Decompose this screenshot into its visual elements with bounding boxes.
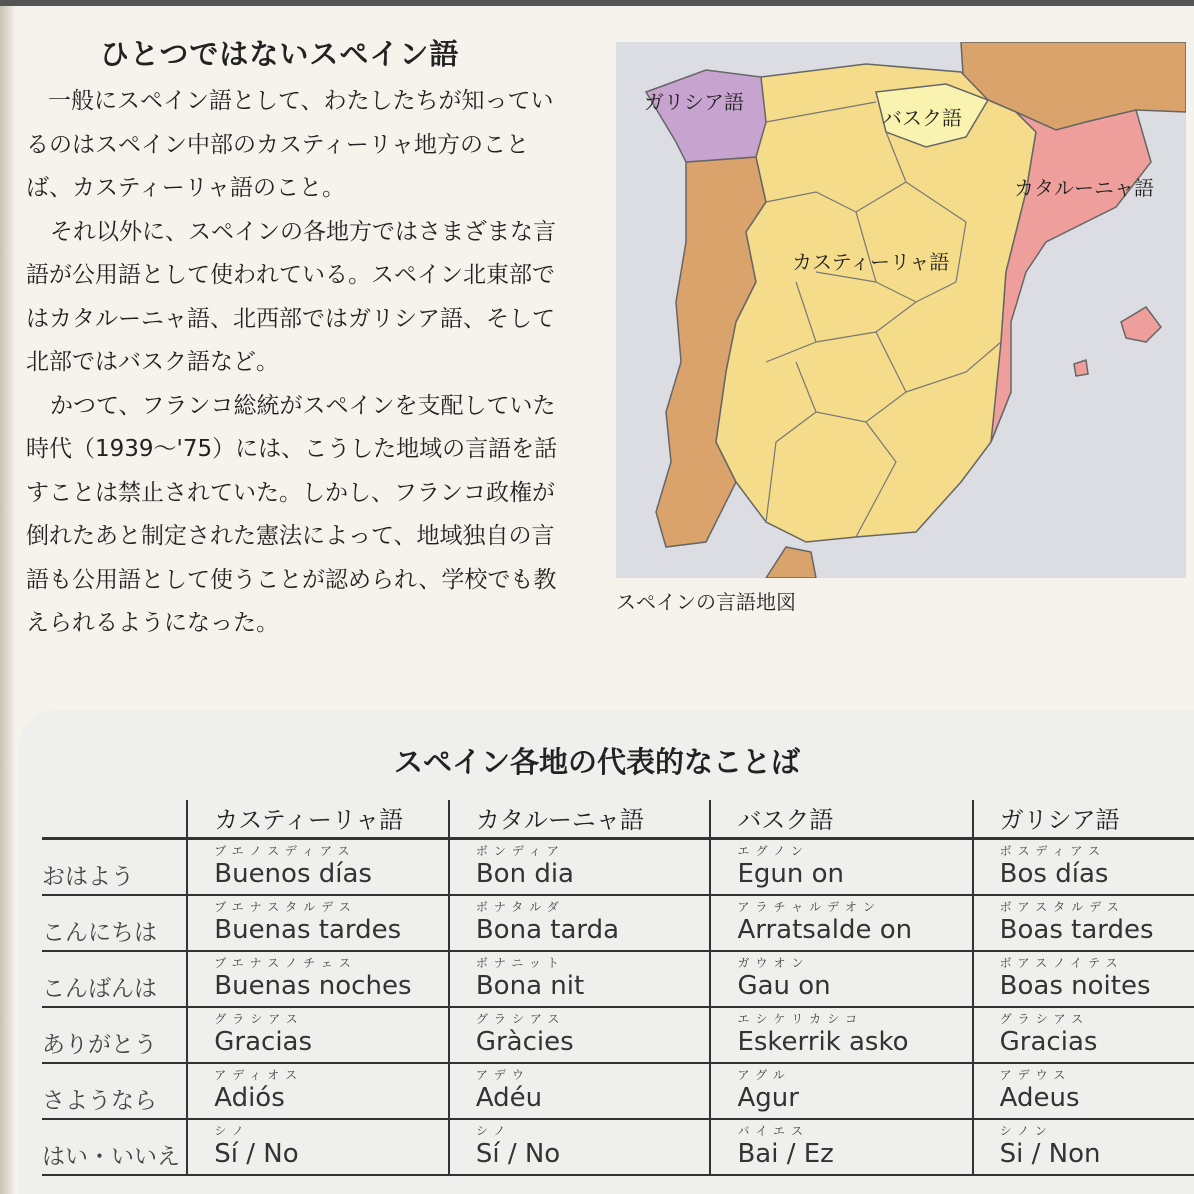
table-cell [187,1007,449,1063]
article-title: ひとつではないスペイン語 [100,37,460,71]
ruby-reading: ブエノスディアス [214,844,356,858]
table-cell [973,895,1194,951]
phrase: Adéu [475,1083,543,1113]
article-paragraph: それ以外に、スペインの各地方ではさまざまな言語が公用語として使われている。スペイン北東部ではカタルーニャ語、北西部ではガリシア語、そして北部ではバスク語など。 [26,218,556,375]
ruby-reading: ボスディアス [999,844,1106,858]
table-cell [187,895,449,951]
map-caption: スペインの言語地図 [616,590,796,614]
article-body [26,80,571,646]
phrase: Bos días [999,859,1109,889]
table-cell [710,951,972,1007]
phrase: Gracias [214,1027,313,1057]
phrase: Gracias [999,1027,1098,1057]
ruby-reading: ボンディア [475,844,565,858]
table-cell [449,1063,711,1119]
ruby-reading: ブエナスノチェス [214,956,357,970]
table-row [42,895,1194,951]
book-spine-shadow [0,6,16,1194]
phrase: Arratsalde on [737,915,913,945]
table-cell [973,1119,1194,1175]
ruby-reading: アディオス [214,1068,304,1082]
row-label: さようなら [42,1063,187,1119]
table-row [42,839,1194,896]
ruby-reading: シノ [214,1124,250,1138]
table-cell [710,1063,972,1119]
phrase: Boas tardes [999,915,1154,945]
ruby-reading: ボナニット [475,956,565,970]
phrase: Boas noites [999,971,1151,1001]
table-cell [710,1007,972,1063]
table-cell [973,1063,1194,1119]
article-paragraph: 一般にスペイン語として、わたしたちが知っているのはスペイン中部のカスティーリャ地方のことば、カスティーリャ語のこと。 [26,88,554,201]
table-corner [42,800,187,839]
phrase: Adeus [999,1083,1080,1113]
phrase: Eskerrik asko [737,1027,909,1057]
column-header: ガリシア語 [973,800,1194,839]
ruby-reading: ボナタルダ [475,900,565,914]
table-cell [973,1007,1194,1063]
table-row [42,1119,1194,1175]
table-cell [973,839,1194,896]
table-cell [449,1119,711,1175]
ruby-reading: ブエナスタルデス [214,900,357,914]
ruby-reading: アグル [737,1068,791,1082]
map-label-castilian: カスティーリャ語 [792,250,950,274]
table-title: スペイン各地の代表的なことば [393,745,800,779]
top-border [0,0,1194,6]
phrase: Agur [737,1083,799,1113]
column-header: バスク語 [710,800,972,839]
table-cell [973,951,1194,1007]
phrase: Egun on [737,859,844,889]
ruby-reading: バイエス [737,1124,809,1138]
phrase: Sí / No [475,1139,561,1169]
ruby-reading: ガウオン [737,956,810,970]
ruby-reading: シノ [475,1124,512,1138]
phrase: Bona tarda [475,915,620,945]
table-row [42,1063,1194,1119]
language-map [616,42,1186,578]
phrase: Si / Non [999,1139,1101,1169]
table-cell [710,895,972,951]
table-row [42,951,1194,1007]
vocab-table [42,800,1194,1176]
ruby-reading: グラシアス [999,1012,1090,1026]
article-paragraph: かつて、フランコ総統がスペインを支配していた時代（1939〜'75）には、こうした地域の言語を話すことは禁止されていた。しかし、フランコ政権が倒れたあと制定された憲法によって、地域独自の言語も公用語として使うことが認められ、学校でも教えられるようになった。 [26,392,558,636]
map-label-basque: バスク語 [882,106,962,130]
ruby-reading: ボアスタルデス [999,900,1125,914]
row-label: おはよう [42,839,187,896]
phrase: Adiós [214,1083,285,1113]
row-label: こんにちは [42,895,187,951]
row-label: ありがとう [42,1007,187,1063]
table-cell [449,951,711,1007]
ruby-reading: エシケリカシコ [737,1012,864,1026]
row-label: こんばんは [42,951,187,1007]
phrase: Bai / Ez [737,1139,834,1169]
ruby-reading: アデウス [999,1068,1072,1082]
phrase: Bon dia [475,859,574,889]
phrase: Buenas tardes [214,915,402,945]
phrase: Gau on [737,971,831,1001]
table-cell [187,1063,449,1119]
phrase: Buenos días [214,859,372,889]
table-row [42,1007,1194,1063]
table-cell [187,1119,449,1175]
ruby-reading: ボアスノイテス [999,956,1124,970]
ruby-reading: アデウ [475,1068,530,1082]
ruby-reading: シノン [999,1124,1053,1138]
table-cell [710,839,972,896]
map-label-galician: ガリシア語 [644,90,744,114]
phrase: Bona nit [475,971,585,1001]
column-header: カタルーニャ語 [449,800,711,839]
phrase: Gràcies [475,1027,574,1057]
table-cell [449,1007,711,1063]
ruby-reading: グラシアス [475,1012,566,1026]
row-label: はい・いいえ [42,1119,187,1175]
column-header: カスティーリャ語 [187,800,449,839]
ruby-reading: グラシアス [214,1012,304,1026]
table-cell [449,895,711,951]
table-cell [710,1119,972,1175]
phrase: Buenas noches [214,971,412,1001]
table-cell [449,839,711,896]
table-cell [187,839,449,896]
table-header-row [42,800,1194,839]
ruby-reading: アラチャルデオン [737,900,881,914]
map-label-catalan: カタルーニャ語 [1014,176,1154,200]
phrase: Sí / No [214,1139,299,1169]
table-cell [187,951,449,1007]
ruby-reading: エグノン [737,844,809,858]
